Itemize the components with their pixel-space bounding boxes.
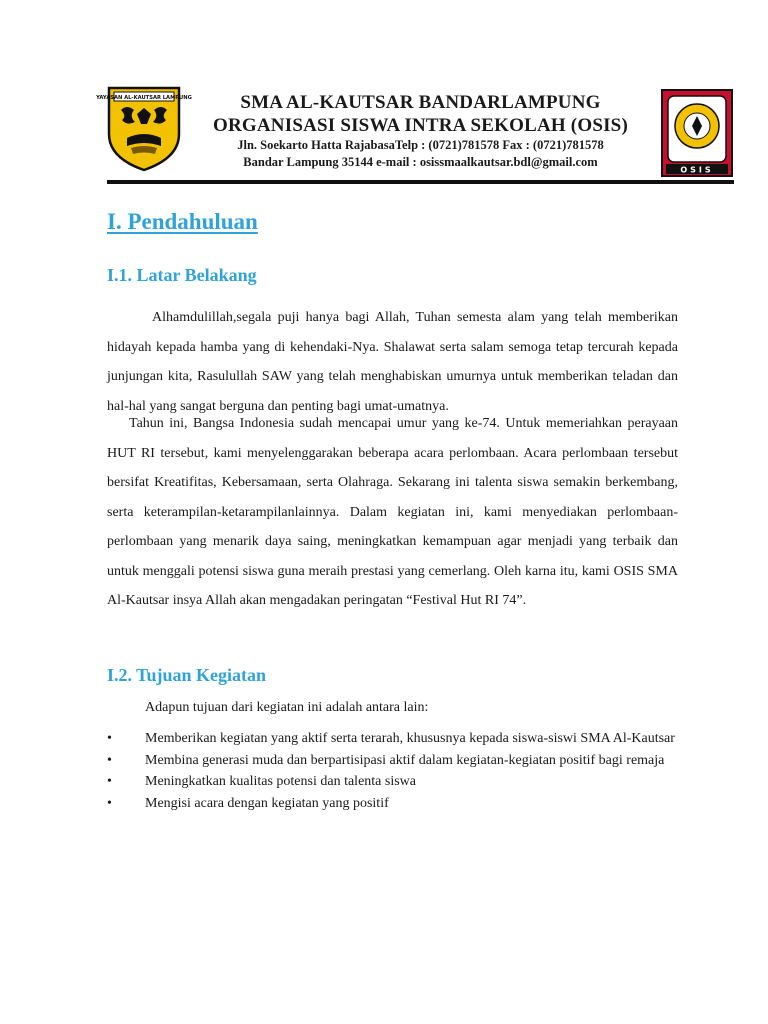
bullet-icon: • [107,731,112,746]
list-item: • Meningkatkan kualitas potensi dan talenta siswa [107,772,678,793]
bullet-icon: • [107,774,112,789]
school-logo [96,86,192,172]
objectives-list [107,729,678,815]
bullet-icon: • [107,795,112,811]
list-item: • Membina generasi muda dan berpartisipasi aktif dalam kegiatan-kegiatan positif bagi remaja [107,751,678,772]
svg-text:YAYASAN AL-KAUTSAR LAMPUNG: YAYASAN AL-KAUTSAR LAMPUNG [96,95,192,101]
section-heading-tujuan: I.2. Tujuan Kegiatan [107,665,267,685]
list-item: • Mengisi acara dengan kegiatan yang positif [107,794,678,815]
school-name: SMA AL-KAUTSAR BANDARLAMPUNG [240,92,601,113]
section-heading-latar-belakang: I.1. Latar Belakang [107,265,257,285]
address-line: Jln. Soekarto Hatta RajabasaTelp : (0721)781578 Fax : (0721)781578 [237,138,604,152]
objectives-intro: Adapun tujuan dari kegiatan ini adalah antara lain: [145,700,429,715]
bullet-icon: • [107,752,112,768]
header-divider [107,180,734,184]
paragraph-2: Tahun ini, Bangsa Indonesia sudah mencapai umur yang ke-74. Untuk memeriahkan perayaan HUT RI tersebut, kami menyelenggarakan beberapa acara perlombaan. Acara perlombaan tersebut bersifat Kreatifitas, Kebersamaan, serta Olahraga. Sekarang ini talenta siswa semakin berkembang, serta keterampilan-ketarampilanlainnya. Dalam kegiatan ini, kami menyediakan perlombaan-perlombaan yang menarik daya saing, meningkatkan kemampuan agar menjadi yang terbaik dan untuk menggali potensi siswa guna meraih prestasi yang cemerlang. Oleh karna itu, kami OSIS SMA Al-Kautsar insya Allah akan mengadakan peringatan “Festival Hut RI 74”. [107,416,678,608]
paragraph-1: Alhamdulillah,segala puji hanya bagi Allah, Tuhan semesta alam yang telah memberikan hidayah kepada hamba yang di kehendaki-Nya. Shalawat serta salam semoga tetap tercurah kepada junjungan kita, Rasulullah SAW yang telah menghabiskan umurnya untuk memberikan teladan dan hal-hal yang sangat berguna dan penting bagi umat-umatnya. [107,310,678,414]
letterhead [96,84,734,180]
chapter-heading: I. Pendahuluan [107,209,258,234]
contact-line: Bandar Lampung 35144 e-mail : osissmaalkautsar.bdl@gmail.com [243,155,598,169]
svg-text:OSIS: OSIS [680,165,714,175]
list-item: • Memberikan kegiatan yang aktif serta terarah, khususnya kepada siswa-siswi SMA Al-Kautsar [107,729,678,750]
organization-name: ORGANISASI SISWA INTRA SEKOLAH (OSIS) [213,115,628,136]
osis-logo [660,88,734,178]
